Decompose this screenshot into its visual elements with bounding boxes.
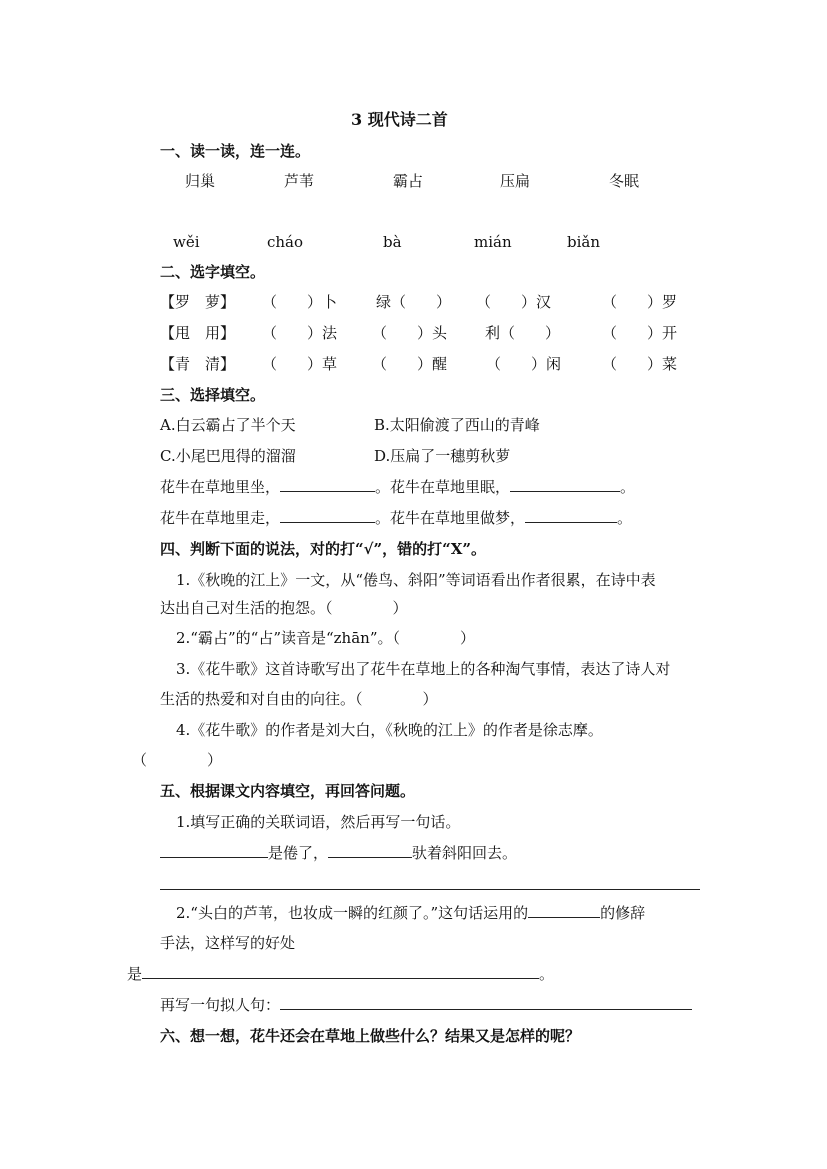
section-4-heading: 四、判断下面的说法，对的打“√”，错的打“X”。 [160, 540, 487, 558]
fill-item: （ ）汉 [476, 293, 552, 311]
fill-item: （ ）闲 [486, 355, 562, 373]
fill-item: （ ）草 [262, 355, 338, 373]
fill-item: （ ）罗 [602, 293, 678, 311]
option-d: D.压扁了一穗剪秋萝 [374, 447, 511, 465]
sentence-part: 。花牛在草地里做梦， [375, 509, 526, 527]
fill-item: （ ）卜 [262, 293, 338, 311]
word-item: 霸占 [393, 172, 424, 190]
sentence-end: 。 [539, 965, 555, 983]
answer-blank[interactable] [280, 477, 375, 492]
q5-2-line1 [176, 903, 645, 923]
word-item: 冬眠 [609, 172, 640, 190]
word-item: 芦苇 [284, 172, 315, 190]
pinyin-item: mián [474, 233, 512, 251]
word-item: 压扁 [500, 172, 531, 190]
char-group: 【罗 萝】 [160, 293, 236, 311]
sentence-end: 。 [620, 478, 636, 496]
answer-blank[interactable] [328, 843, 412, 858]
sentence-part: 花牛在草地里走， [160, 509, 281, 527]
answer-blank[interactable] [525, 508, 617, 523]
fill-sentence-2 [160, 508, 632, 528]
answer-blank[interactable] [280, 995, 692, 1010]
fill-item: （ ）头 [372, 324, 448, 342]
section-5-heading: 五、根据课文内容填空，再回答问题。 [160, 782, 416, 800]
answer-blank[interactable] [510, 477, 620, 492]
judge-q4-line1: 4.《花牛歌》的作者是刘大白，《秋晚的江上》的作者是徐志摩。 [176, 721, 603, 739]
pinyin-item: bà [383, 233, 402, 251]
q5-1-fill [160, 843, 517, 863]
pinyin-item: biǎn [567, 233, 601, 251]
sentence-part: 。花牛在草地里眠， [375, 478, 511, 496]
q5-3 [160, 995, 692, 1015]
judge-q1-line1: 1.《秋晚的江上》一文，从“倦鸟、斜阳”等词语看出作者很累，在诗中表 [176, 571, 656, 589]
judge-q4-line2: （ ） [132, 751, 223, 769]
fill-sentence-1 [160, 477, 635, 497]
q5-2-line3 [127, 964, 554, 984]
sentence-part: 再写一句拟人句： [160, 996, 281, 1014]
fill-item: 利（ ） [485, 324, 561, 342]
sentence-part: 花牛在草地里坐， [160, 478, 281, 496]
fill-item: （ ）法 [262, 324, 338, 342]
sentence-part: 是 [127, 965, 143, 983]
answer-blank[interactable] [528, 903, 600, 918]
page-title: 3 现代诗二首 [351, 110, 448, 129]
option-a: A.白云霸占了半个天 [160, 416, 296, 434]
char-group: 【青 清】 [160, 355, 236, 373]
answer-blank[interactable] [280, 508, 375, 523]
sentence-part: 2.“头白的芦苇，也妆成一瞬的红颜了。”这句话运用的 [176, 904, 529, 922]
q5-1-instruction: 1.填写正确的关联词语，然后再写一句话。 [176, 813, 461, 831]
section-1-heading: 一、读一读，连一连。 [160, 142, 311, 160]
fill-item: （ ）醒 [372, 355, 448, 373]
sentence-end: 。 [617, 509, 633, 527]
word-item: 归巢 [185, 172, 216, 190]
answer-line[interactable] [160, 889, 700, 890]
answer-blank[interactable] [160, 843, 268, 858]
pinyin-item: cháo [267, 233, 304, 251]
judge-q3-line1: 3.《花牛歌》这首诗歌写出了花牛在草地上的各种淘气事情，表达了诗人对 [176, 660, 671, 678]
fill-item: （ ）开 [602, 324, 678, 342]
char-group: 【甩 用】 [160, 324, 236, 342]
judge-q2: 2.“霸占”的“占”读音是“zhān”。（ ） [176, 629, 475, 647]
fill-item: （ ）菜 [602, 355, 678, 373]
judge-q1-line2: 达出自己对生活的抱怨。（ ） [160, 599, 408, 617]
sentence-part: 驮着斜阳回去。 [412, 844, 518, 862]
judge-q3-line2: 生活的热爱和对自由的向往。（ ） [160, 690, 438, 708]
option-b: B.太阳偷渡了西山的青峰 [374, 416, 540, 434]
q5-2-line2: 手法，这样写的好处 [160, 934, 296, 952]
section-6-heading: 六、想一想，花牛还会在草地上做些什么？结果又是怎样的呢？ [160, 1027, 581, 1045]
sentence-part: 的修辞 [600, 904, 646, 922]
section-2-heading: 二、选字填空。 [160, 263, 266, 281]
section-3-heading: 三、选择填空。 [160, 386, 266, 404]
answer-blank[interactable] [142, 964, 539, 979]
option-c: C.小尾巴甩得的溜溜 [160, 447, 296, 465]
fill-item: 绿（ ） [376, 293, 452, 311]
pinyin-item: wěi [173, 233, 200, 251]
sentence-part: 是倦了， [268, 844, 329, 862]
